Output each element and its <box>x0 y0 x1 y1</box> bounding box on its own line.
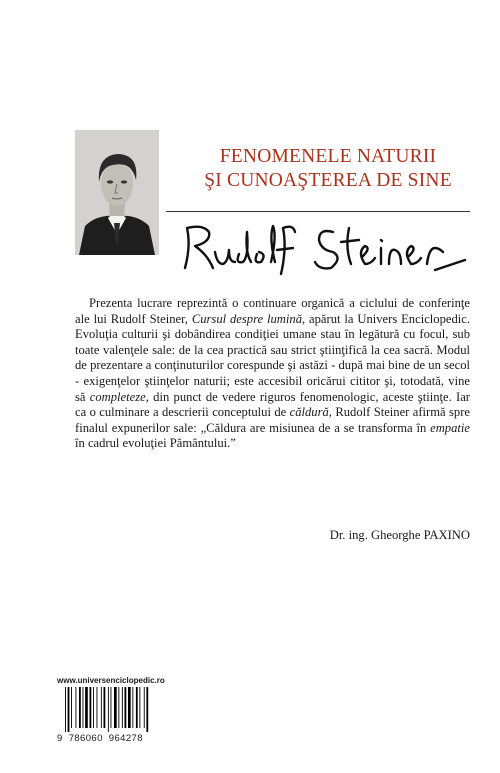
publisher-website: www.universenciclopedic.ro <box>57 676 165 685</box>
barcode-bars <box>57 687 169 732</box>
signature-image <box>173 218 473 278</box>
isbn-number <box>57 733 169 744</box>
review-author: Dr. ing. Gheorghe PAXINO <box>329 528 470 542</box>
book-reference: Cursul despre lumină <box>191 311 302 326</box>
title-divider <box>166 211 470 212</box>
description-text: din punct de vedere riguros fenomenologic, aceste ştiinţe. Iar ca o culminare a descrierii conceptului de <box>75 389 470 420</box>
emphasis-empatie: empatie <box>430 420 470 435</box>
author-portrait <box>75 130 159 255</box>
book-title-line-2: ŞI CUNOAŞTEREA DE SINE <box>204 170 452 191</box>
description-text: în cadrul evoluţiei Pământului.” <box>75 436 236 451</box>
description-text: , apărut la Univers Enciclopedic. Evoluţia culturii şi dobândirea condiţiei umane stau în legătură cu focul, sub toate valenţele sale: de la cea practică sau strict ştiinţifică la cea sacră. Modul de prezentare a conţinuturilor corespunde şi astăzi - după mai bine de un secol - exigenţelor ştiinţelor naturii; este accesibil oricărui cititor şi, totodată, vine să <box>75 311 471 404</box>
description-paragraph <box>75 296 470 452</box>
book-title <box>183 145 473 193</box>
isbn-digits-right: 964278 <box>108 733 143 744</box>
portrait-image <box>75 130 159 255</box>
description-text: , Rudolf Steiner afirmă spre finalul expunerilor sale: „Căldura are misiunea de a se transforma în <box>75 405 470 435</box>
emphasis-completeze: completeze, <box>89 389 149 404</box>
book-title-line-1: FENOMENELE NATURII <box>219 146 437 167</box>
author-signature <box>173 218 473 278</box>
isbn-digits-left: 786060 <box>68 733 103 744</box>
isbn-digit-prefix: 9 <box>57 733 63 744</box>
emphasis-caldura: căldură <box>289 405 329 420</box>
isbn-barcode <box>57 687 169 732</box>
description-text: Prezenta lucrare reprezintă o continuare organică a ciclului de conferinţe ale lui Rudolf Steiner, <box>75 296 470 326</box>
